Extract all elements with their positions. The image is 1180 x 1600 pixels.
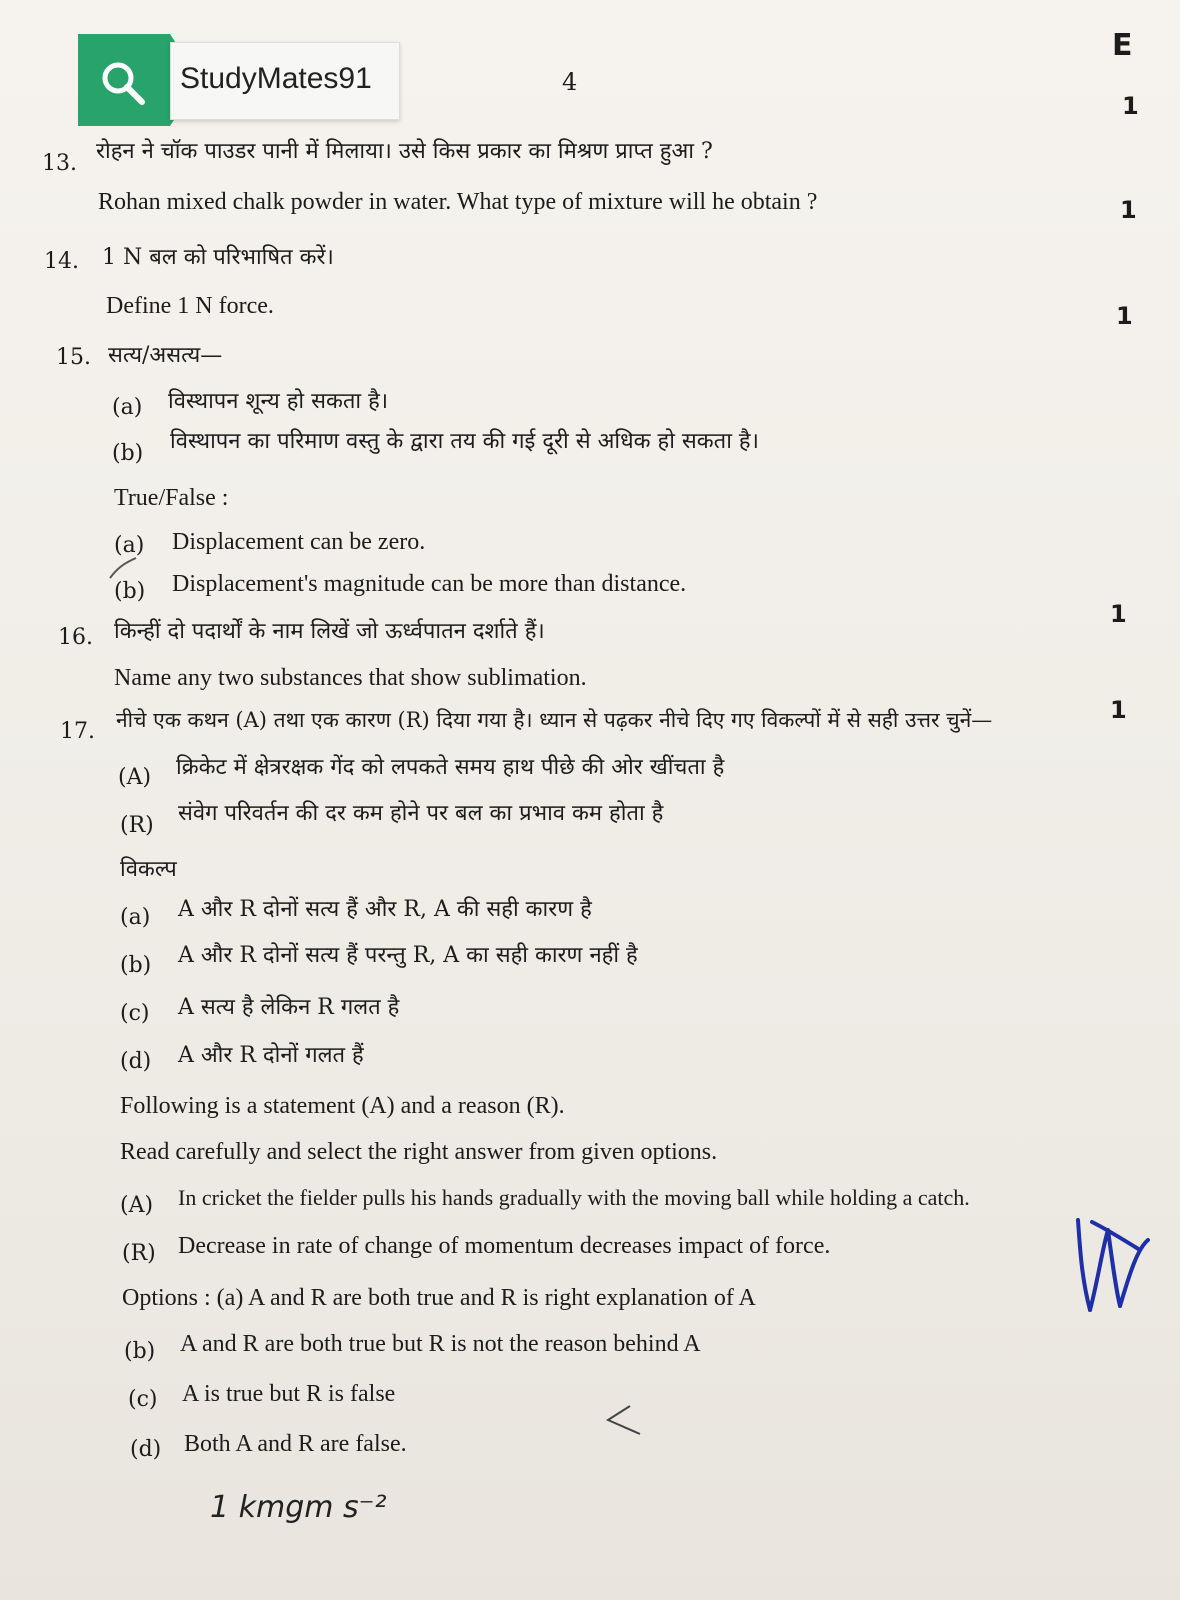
q17-english-opt-a: Options : (a) A and R are both true and R is right explanation of A	[122, 1285, 756, 1311]
q16-hindi: किन्हीं दो पदार्थों के नाम लिखें जो ऊर्ध्वपातन दर्शाते हैं।	[114, 619, 545, 644]
q15-hindi-a-label: (a)	[112, 395, 143, 420]
q17-number: 17.	[60, 719, 95, 744]
q17-hindi-R-label: (R)	[120, 813, 154, 838]
q13-marks: 1	[1122, 92, 1139, 120]
q16-number: 16.	[58, 625, 93, 650]
q14-english: Define 1 N force.	[106, 293, 274, 319]
q14-marks: 1	[1116, 302, 1133, 330]
q16-english: Name any two substances that show sublimation.	[114, 665, 587, 691]
q15-hindi-title: सत्य/असत्य—	[108, 343, 223, 368]
q15-english-title: True/False :	[114, 485, 229, 511]
q15-hindi-b: विस्थापन का परिमाण वस्तु के द्वारा तय की गई दूरी से अधिक हो सकता है।	[170, 429, 759, 454]
q13-english: Rohan mixed chalk powder in water. What type of mixture will he obtain ?	[98, 189, 818, 215]
q14-number: 14.	[44, 249, 79, 274]
pencil-tick-mark	[106, 548, 146, 588]
q17-hindi-opt-c-label: (c)	[120, 1001, 150, 1026]
q17-hindi-R: संवेग परिवर्तन की दर कम होने पर बल का प्रभाव कम होता है	[178, 801, 664, 826]
page-number: 4	[562, 68, 578, 96]
q17-hindi-opt-b: A और R दोनों सत्य हैं परन्तु R, A का सही कारण नहीं है	[178, 943, 638, 968]
q13-number: 13.	[42, 151, 77, 176]
q17-english-A-label: (A)	[120, 1193, 154, 1218]
q17-english-intro2: Read carefully and select the right answer from given options.	[120, 1139, 718, 1165]
q15-hindi-a: विस्थापन शून्य हो सकता है।	[168, 389, 389, 414]
q15-english-a: Displacement can be zero.	[172, 529, 426, 555]
q17-hindi-opt-c: A सत्य है लेकिन R गलत है	[178, 995, 400, 1020]
q17-english-opt-b: A and R are both true but R is not the reason behind A	[180, 1331, 701, 1357]
set-letter: E	[1112, 28, 1133, 63]
q17-english-intro1: Following is a statement (A) and a reason (R).	[120, 1093, 565, 1119]
search-icon	[96, 56, 152, 112]
studymates-badge[interactable]	[78, 34, 408, 126]
q13-hindi: रोहन ने चॉक पाउडर पानी में मिलाया। उसे किस प्रकार का मिश्रण प्राप्त हुआ ?	[96, 139, 713, 164]
q17-hindi-A: क्रिकेट में क्षेत्ररक्षक गेंद को लपकते समय हाथ पीछे की ओर खींचता है	[176, 755, 725, 780]
q17-english-opt-c: A is true but R is false	[182, 1381, 396, 1407]
q17-hindi-options-title: विकल्प	[120, 857, 177, 882]
q15-english-b: Displacement's magnitude can be more than distance.	[172, 571, 687, 597]
q17-english-A: In cricket the fielder pulls his hands gradually with the moving ball while holding a catch.	[178, 1185, 970, 1210]
q17-english-R: Decrease in rate of change of momentum decreases impact of force.	[178, 1233, 831, 1259]
q15-hindi-b-label: (b)	[112, 441, 144, 466]
q17-hindi-A-label: (A)	[118, 765, 152, 790]
q17-hindi: नीचे एक कथन (A) तथा एक कारण (R) दिया गया है। ध्यान से पढ़कर नीचे दिए गए विकल्पों में से सही उत्तर चुनें—	[116, 708, 993, 732]
q17-hindi-opt-b-label: (b)	[120, 953, 152, 978]
q17-english-opt-c-label: (c)	[128, 1387, 158, 1412]
q17-english-opt-d-label: (d)	[130, 1437, 162, 1462]
q17-english-opt-b-label: (b)	[124, 1339, 156, 1364]
q15-number: 15.	[56, 345, 91, 370]
q17-english-opt-d: Both A and R are false.	[184, 1431, 407, 1457]
handwritten-ink-mark	[1068, 1210, 1158, 1320]
q17-english-R-label: (R)	[122, 1241, 156, 1266]
handwritten-unit-note: 1 kmgm s⁻²	[210, 1490, 387, 1525]
q15-english-a-label: (a)	[114, 533, 145, 558]
q17-hindi-opt-d: A और R दोनों गलत हैं	[178, 1043, 364, 1068]
q15-english-b-label: (b)	[114, 579, 146, 604]
q17-marks: 1	[1110, 696, 1127, 724]
q15-marks: 1	[1110, 600, 1127, 628]
pencil-cross-mark	[600, 1400, 650, 1440]
q17-hindi-opt-a: A और R दोनों सत्य हैं और R, A की सही कारण है	[178, 897, 592, 922]
brand-name: StudyMates91	[180, 62, 372, 95]
q17-hindi-opt-a-label: (a)	[120, 905, 151, 930]
q13-marks-2: 1	[1120, 196, 1137, 224]
q14-hindi: 1 N बल को परिभाषित करें।	[102, 245, 334, 270]
q17-hindi-opt-d-label: (d)	[120, 1049, 152, 1074]
